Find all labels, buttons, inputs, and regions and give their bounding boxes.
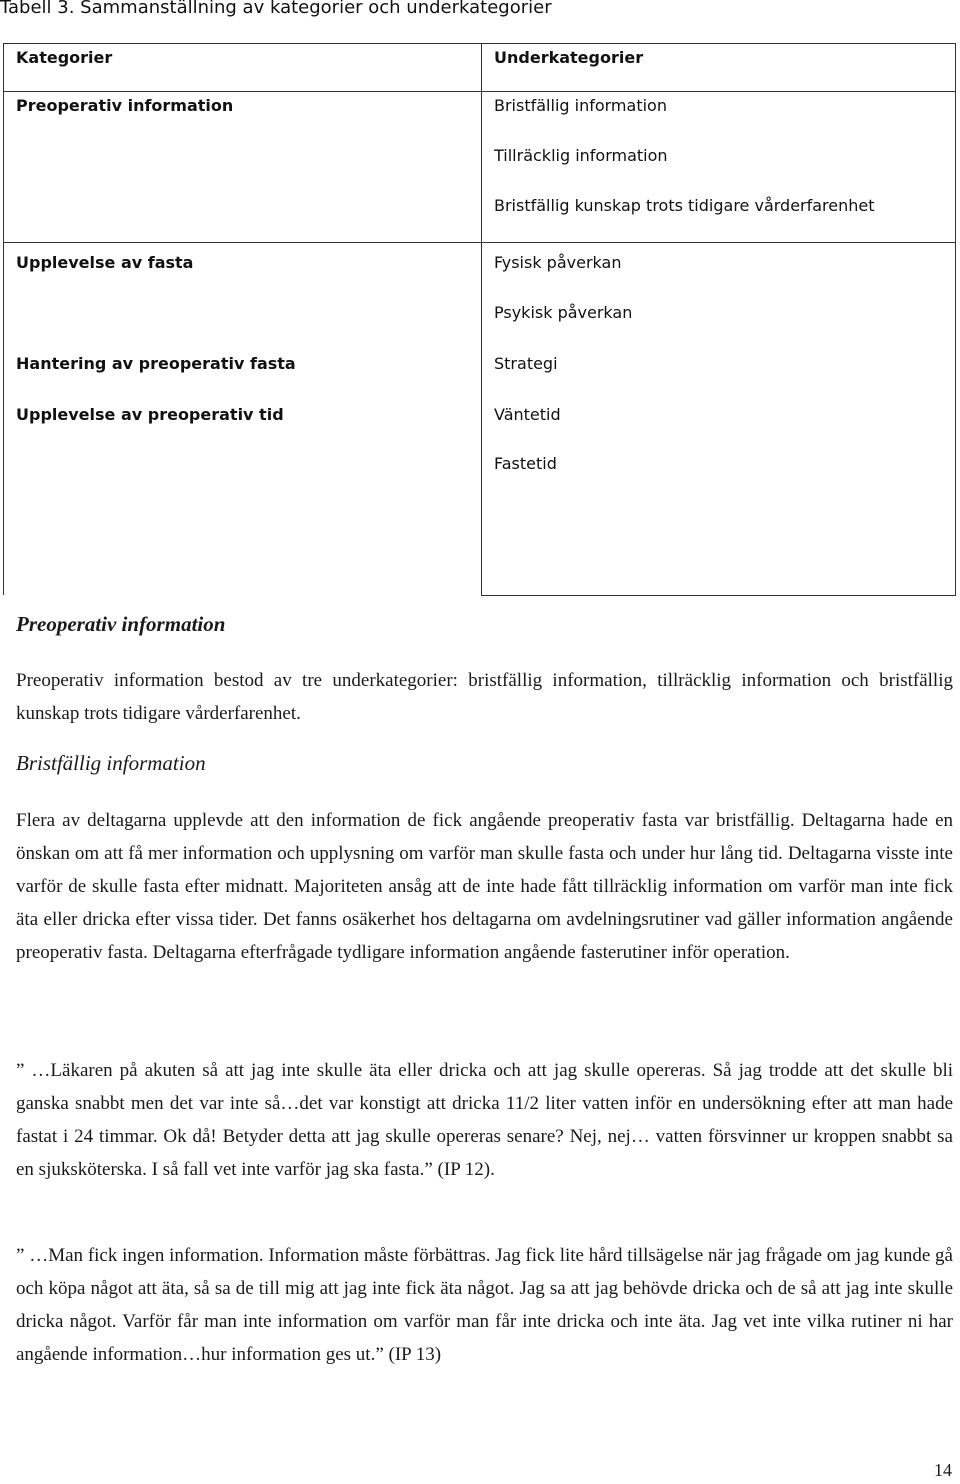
paragraph-1: Flera av deltagarna upplevde att den information de fick angående preoperativ fasta var bristfällig. Deltagarna hade en önskan om att få mer information och upplysning om varför man skulle fasta och under hur lång tid. Deltagarna visste inte varför de skulle fasta efter midnatt. Majoriteten ansåg att de inte hade fått tillräcklig information om varför man inte fick äta eller dricka efter vissa tider. Det fanns osäkerhet hos deltagarna om avdelningsrutiner vad gäller information angående preoperativ fasta. Deltagarna efterfrågade tydligare information angående fasterutiner inför operation. [16, 810, 953, 963]
category-label: Preoperativ information [16, 96, 234, 115]
subcategory-cell [482, 92, 956, 243]
quote-2: ” …Man fick ingen information. Information måste förbättras. Jag fick lite hård tillsägelse när jag frågade om jag kunde gå och köpa något att äta, så sa de till mig att jag inte fick äta något. Jag sa att jag behövde dricka och de så att jag inte skulle dricka något. Varför får man inte information om varför man får inte dricka och inte äta. Jag vet inte vilka rutiner ni har angående information…hur information ges ut.” (IP 13) [16, 1245, 953, 1365]
page-number: 14 [934, 1460, 952, 1480]
subcategory-cell-group [482, 243, 956, 596]
subcategory-label: Fastetid [494, 454, 557, 473]
header-categories [4, 44, 482, 92]
category-label: Hantering av preoperativ fasta [16, 354, 296, 373]
quote-1: ” …Läkaren på akuten så att jag inte skulle äta eller dricka och att jag skulle opereras. Så jag trodde att det skulle bli ganska snabbt men det var inte så…det var konstigt att dricka 11/2 liter vatten inför en undersökning efter att man hade fastat i 24 timmar. Ok då! Betyder detta att jag skulle opereras senare? Nej, nej… vatten försvinner ur kroppen snabbt sa en sjuksköterska. I så fall vet inte varför jag ska fasta.” (IP 12). [16, 1060, 953, 1180]
subcategory-label: Väntetid [494, 405, 561, 424]
header-categories-label: Kategorier [16, 48, 113, 67]
header-subcategories-label: Underkategorier [494, 48, 644, 67]
subcategory-label: Tillräcklig information [494, 146, 668, 165]
subcategory-label: Psykisk påverkan [494, 303, 633, 322]
subcategory-label: Fysisk påverkan [494, 253, 622, 272]
subcategory-label: Strategi [494, 354, 558, 373]
subcategory-label: Bristfällig kunskap trots tidigare vårderfarenhet [494, 196, 875, 215]
category-label: Upplevelse av preoperativ tid [16, 405, 284, 424]
category-table [3, 43, 956, 596]
subcategory-label: Bristfällig information [494, 96, 667, 115]
table-header-row [4, 44, 956, 92]
table-row [4, 243, 956, 596]
table-caption: Tabell 3. Sammanställning av kategorier och underkategorier [0, 0, 552, 18]
category-cell [4, 92, 482, 243]
subheading: Bristfällig information [16, 751, 206, 775]
category-label: Upplevelse av fasta [16, 253, 194, 272]
intro-paragraph: Preoperativ information bestod av tre underkategorier: bristfällig information, tillräcklig information och bristfällig kunskap trots tidigare vårderfarenhet. [16, 670, 953, 724]
section-heading: Preoperativ information [16, 612, 226, 636]
category-cell-group [4, 243, 482, 596]
table-row [4, 92, 956, 243]
header-subcategories [482, 44, 956, 92]
